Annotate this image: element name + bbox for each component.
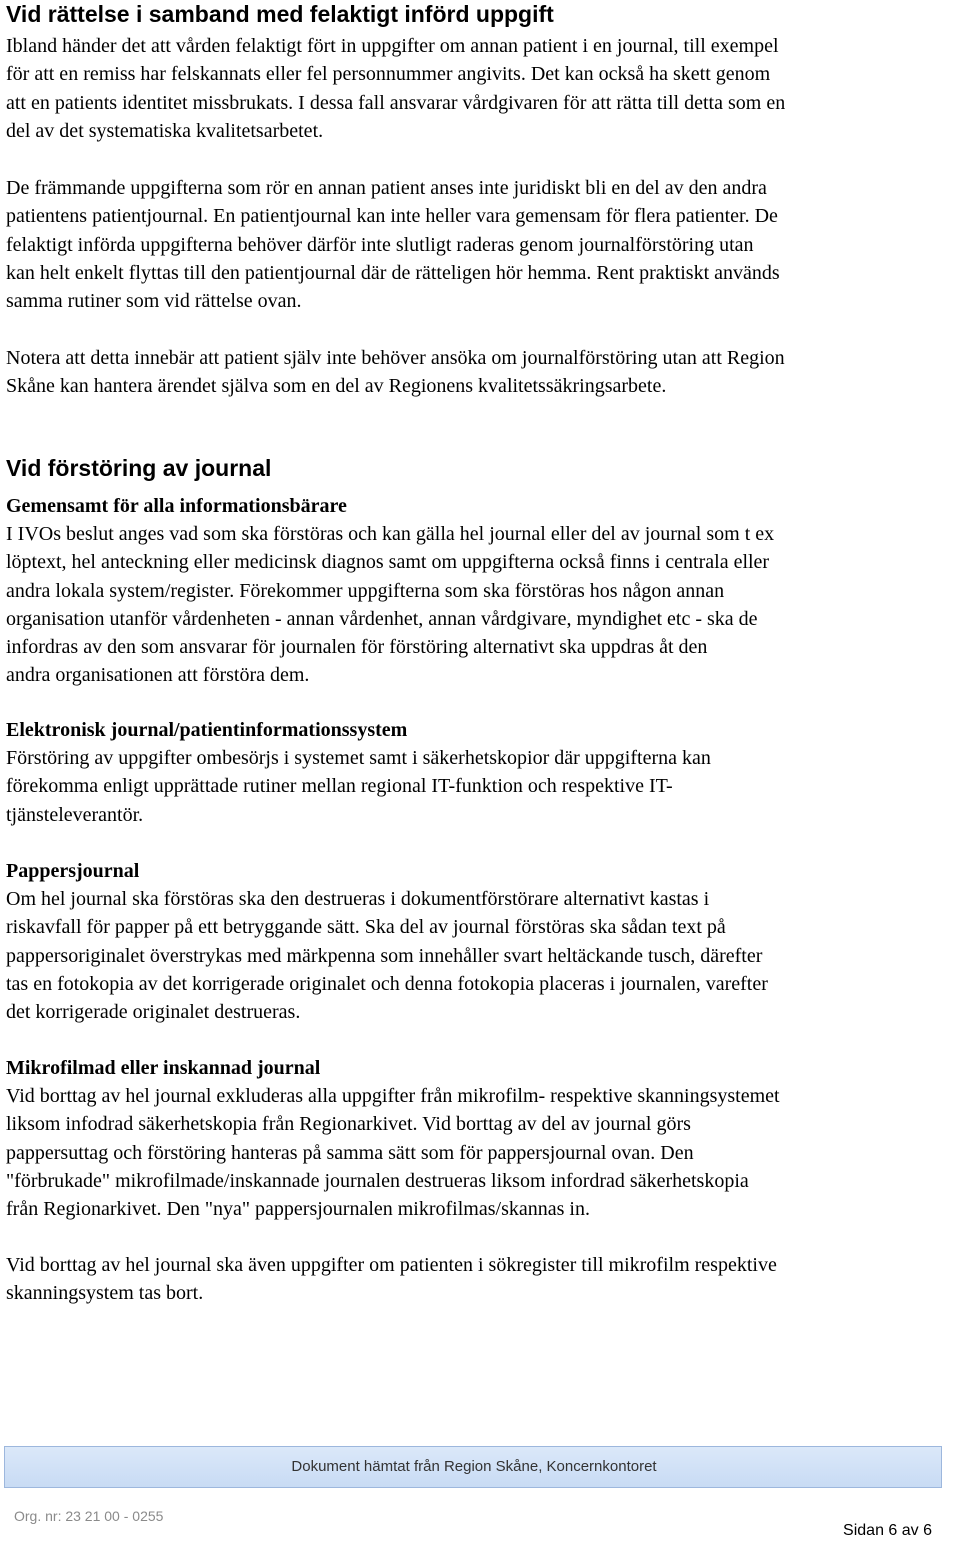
text-line: riskavfall för papper på ett betryggande sätt. Ska del av journal förstöras ska sådan text på (6, 916, 726, 939)
text-line: andra organisationen att förstöra dem. (6, 664, 310, 687)
subheading-elektronisk-journal: Elektronisk journal/patientinformationssystem (6, 719, 408, 741)
page-number: Sidan 6 av 6 (843, 1522, 932, 1539)
page-footer (4, 1446, 942, 1546)
text-line: infordras av den som ansvarar för journalen för förstöring alternativt ska uppdras åt den (6, 636, 708, 659)
text-line: liksom infodrad säkerhetskopia från Regionarkivet. Vid borttag av del av journal görs (6, 1113, 691, 1136)
section-heading-forstoring: Vid förstöring av journal (6, 455, 272, 481)
text-line: Ibland händer det att vården felaktigt fört in uppgifter om annan patient i en journal, till exempel (6, 35, 779, 57)
text-line: Vid borttag av hel journal exkluderas alla uppgifter från mikrofilm- respektive skanningsystemet (6, 1085, 780, 1107)
text-line: Vid borttag av hel journal ska även uppgifter om patienten i sökregister till mikrofilm respektive (6, 1254, 777, 1276)
text-line: Förstöring av uppgifter ombesörjs i systemet samt i säkerhetskopior där uppgifterna kan (6, 747, 711, 769)
subheading-pappersjournal: Pappersjournal (6, 860, 140, 882)
text-line: tas en fotokopia av det korrigerade originalet och denna fotokopia placeras i journalen, varefter (6, 972, 768, 995)
text-line: samma rutiner som vid rättelse ovan. (6, 290, 302, 313)
paragraph-frammande-uppgifter (6, 174, 946, 315)
text-line: felaktigt införda uppgifterna behöver därför inte slutligt raderas genom journalförstöring utan (6, 233, 754, 256)
text-line: från Regionarkivet. Den "nya" pappersjournalen mikrofilmas/skannas in. (6, 1198, 590, 1221)
text-line: att en patients identitet missbrukats. I dessa fall ansvarar vårdgivaren för att rätta till detta som en (6, 91, 786, 114)
text-line: del av det systematiska kvalitetsarbetet. (6, 119, 324, 142)
text-line: löptext, hel anteckning eller medicinsk diagnos samt om uppgifterna också finns i centrala eller (6, 551, 770, 574)
text-line: skanningsystem tas bort. (6, 1282, 204, 1305)
section-heading-rattelse: Vid rättelse i samband med felaktigt införd uppgift (6, 1, 554, 27)
text-line: patientens patientjournal. En patientjournal kan inte heller vara gemensam för flera patienter. De (6, 205, 778, 228)
text-line: "förbrukade" mikrofilmade/inskannade journalen destrueras liksom infordrad säkerhetskopia (6, 1169, 749, 1192)
text-line: för att en remiss har felskannats eller fel personnummer angivits. Det kan också ha skett genom (6, 63, 771, 86)
text-line: tjänsteleverantör. (6, 803, 144, 826)
text-line: De främmande uppgifterna som rör en annan patient anses inte juridiskt bli en del av den andra (6, 177, 767, 199)
text-line: kan helt enkelt flyttas till den patientjournal där de rätteligen hör hemma. Rent praktiskt används (6, 261, 780, 284)
text-line: Skåne kan hantera ärendet själva som en del av Regionens kvalitetssäkringsarbete. (6, 375, 667, 398)
paragraph-elektronisk-journal (6, 744, 946, 829)
paragraph-intro (6, 32, 946, 145)
footer-source-text: Dokument hämtat från Region Skåne, Koncernkontoret (291, 1458, 657, 1475)
text-line: förekomma enligt upprättade rutiner mellan regional IT-funktion och respektive IT- (6, 775, 673, 798)
text-line: det korrigerade originalet destrueras. (6, 1001, 301, 1024)
text-line: andra lokala system/register. Förekommer uppgifterna som ska förstöras hos någon annan (6, 579, 725, 602)
footer-banner (4, 1446, 942, 1488)
subheading-mikrofilmad-journal: Mikrofilmad eller inskannad journal (6, 1057, 321, 1079)
subheading-gemensamt: Gemensamt för alla informationsbärare (6, 495, 347, 517)
text-line: Om hel journal ska förstöras ska den destrueras i dokumentförstörare alternativt kastas i (6, 888, 710, 910)
text-line: pappersuttag och förstöring hanteras på samma sätt som för pappersjournal ovan. Den (6, 1141, 694, 1164)
text-line: Notera att detta innebär att patient själv inte behöver ansöka om journalförstöring utan att Region (6, 347, 785, 369)
paragraph-mikrofilmad-journal (6, 1082, 946, 1223)
text-line: I IVOs beslut anges vad som ska förstöras och kan gälla hel journal eller del av journal som t ex (6, 523, 775, 545)
paragraph-gemensamt (6, 520, 946, 690)
text-line: organisation utanför vårdenheten - annan vårdenhet, annan vårdgivare, myndighet etc - ska de (6, 607, 758, 630)
paragraph-notera (6, 344, 946, 401)
org-number: Org. nr: 23 21 00 - 0255 (14, 1508, 164, 1524)
paragraph-pappersjournal (6, 885, 946, 1026)
paragraph-sokregister (6, 1251, 946, 1308)
text-line: pappersoriginalet överstrykas med märkpenna som innehåller svart heltäckande tusch, därefter (6, 944, 763, 967)
